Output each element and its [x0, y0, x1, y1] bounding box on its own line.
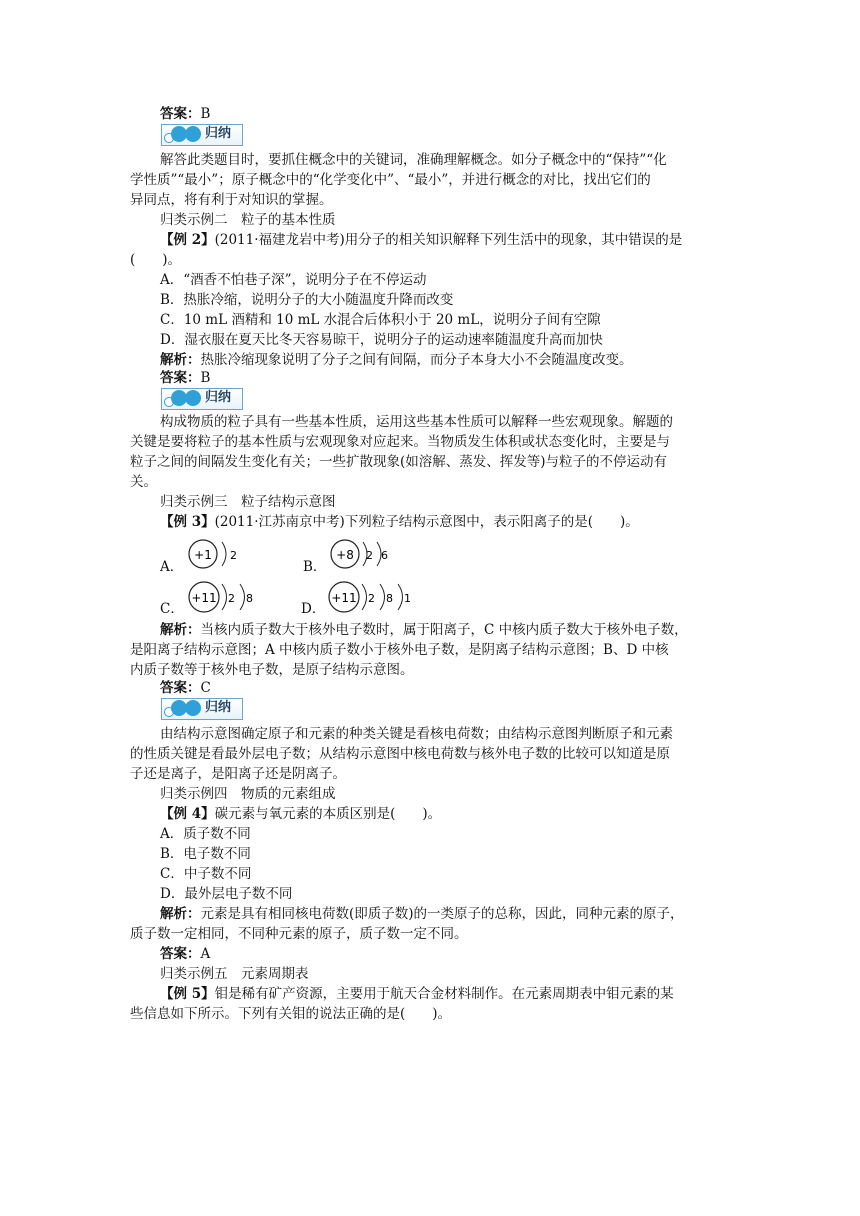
- section-heading: 归类示例三 粒子结构示意图: [160, 494, 336, 510]
- section-heading: 归类示例四 物质的元素组成: [160, 786, 336, 802]
- answer-line: 答案：B: [160, 370, 211, 386]
- option-c-shell-1: 2: [228, 592, 235, 605]
- analysis-line: 内质子数等于核外电子数，是原子结构示意图。: [130, 662, 414, 678]
- option-c: C．10 mL 酒精和 10 mL 水混合后体积小于 20 mL，说明分子间有空隙: [160, 312, 601, 328]
- option-a-nucleus: +1: [194, 548, 212, 562]
- option-a: A．“酒香不怕巷子深”，说明分子在不停运动: [160, 272, 427, 288]
- summary-line: 学性质”“最小”；原子概念中的“化学变化中”、“最小”，并进行概念的对比，找出它们的: [130, 172, 651, 188]
- option-b-letter: B．: [303, 559, 327, 575]
- summary-line: 构成物质的粒子具有一些基本性质，运用这些基本性质可以解释一些宏观现象。解题的: [160, 414, 673, 430]
- option-a: A．质子数不同: [160, 826, 251, 842]
- option-b-shell-2: 6: [381, 549, 388, 562]
- option-d-shell-2: 8: [386, 592, 393, 605]
- option-d-letter: D．: [301, 601, 326, 617]
- summary-line: 解答此类题目时，要抓住概念中的关键词，准确理解概念。如分子概念中的“保持”“化: [160, 152, 667, 168]
- summary-line: 的性质关键是看最外层电子数；从结构示意图中核电荷数与核外电子数的比较可以知道是原: [130, 746, 670, 762]
- option-d-shell-1: 2: [368, 592, 375, 605]
- option-c-atom-diagram: [186, 578, 270, 616]
- question-line: 【例 4】碳元素与氧元素的本质区别是( )。: [160, 806, 442, 822]
- summary-line: 关键是要将粒子的基本性质与宏观现象对应起来。当物质发生体积或状态变化时，主要是与: [130, 434, 670, 450]
- summary-line: 关。: [130, 474, 157, 490]
- question-line: 【例 3】(2011·江苏南京中考)下列粒子结构示意图中，表示阳离子的是( )。: [160, 514, 639, 530]
- summary-badge: 归纳: [161, 124, 245, 146]
- answer-line: 答案：A: [160, 946, 211, 962]
- section-heading: 归类示例五 元素周期表: [160, 966, 309, 982]
- question-line: 【例 5】钼是稀有矿产资源，主要用于航天合金材料制作。在元素周期表中钼元素的某: [160, 986, 674, 1002]
- option-b: B．热胀冷缩，说明分子的大小随温度升降而改变: [160, 292, 454, 308]
- summary-line: 粒子之间的间隔发生变化有关；一些扩散现象(如溶解、蒸发、挥发等)与粒子的不停运动有: [130, 454, 668, 470]
- option-a-atom-diagram: [186, 536, 246, 572]
- summary-line: 子还是离子，是阳离子还是阴离子。: [130, 766, 346, 782]
- analysis-line: 解析：当核内质子数大于核外电子数时，属于阳离子，C 中核内质子数大于核外电子数，: [160, 622, 688, 638]
- option-b: B．电子数不同: [160, 846, 251, 862]
- summary-line: 异同点，将有利于对知识的掌握。: [130, 192, 333, 208]
- analysis-line: 解析：热胀冷缩现象说明了分子之间有间隔，而分子本身大小不会随温度改变。: [160, 352, 633, 368]
- question-line: ( )。: [130, 252, 182, 268]
- option-d-shell-3: 1: [404, 592, 411, 605]
- option-a-letter: A．: [160, 559, 184, 575]
- option-c-nucleus: +11: [191, 591, 217, 605]
- summary-line: 由结构示意图确定原子和元素的种类关键是看核电荷数；由结构示意图判断原子和元素: [160, 726, 673, 742]
- summary-badge: 归纳: [161, 388, 245, 410]
- option-b-atom-diagram: [328, 536, 408, 572]
- summary-badge: 归纳: [161, 698, 245, 720]
- option-a-shell-1: 2: [230, 549, 237, 562]
- option-d: D．湿衣服在夏天比冬天容易晾干，说明分子的运动速率随温度升高而加快: [160, 332, 603, 348]
- question-line: 【例 2】(2011·福建龙岩中考)用分子的相关知识解释下列生活中的现象，其中错误的是: [160, 232, 683, 248]
- option-d: D．最外层电子数不同: [160, 886, 293, 902]
- answer-line: 答案：C: [160, 680, 211, 696]
- option-d-nucleus: +11: [331, 591, 357, 605]
- question-line: 些信息如下所示。下列有关钼的说法正确的是( )。: [130, 1006, 452, 1022]
- option-c-letter: C．: [160, 601, 184, 617]
- option-d-atom-diagram: [326, 578, 426, 616]
- answer-line: 答案：B: [160, 106, 211, 122]
- analysis-line: 解析：元素是具有相同核电荷数(即质子数)的一类原子的总称，因此，同种元素的原子，: [160, 906, 684, 922]
- analysis-line: 质子数一定相同，不同种元素的原子，质子数一定不同。: [130, 926, 468, 942]
- option-b-nucleus: +8: [336, 548, 354, 562]
- section-heading: 归类示例二 粒子的基本性质: [160, 212, 336, 228]
- option-c: C．中子数不同: [160, 866, 252, 882]
- option-b-shell-1: 2: [366, 549, 373, 562]
- analysis-line: 是阳离子结构示意图；A 中核内质子数小于核外电子数，是阴离子结构示意图；B、D 中核: [130, 642, 669, 658]
- option-c-shell-2: 8: [246, 592, 253, 605]
